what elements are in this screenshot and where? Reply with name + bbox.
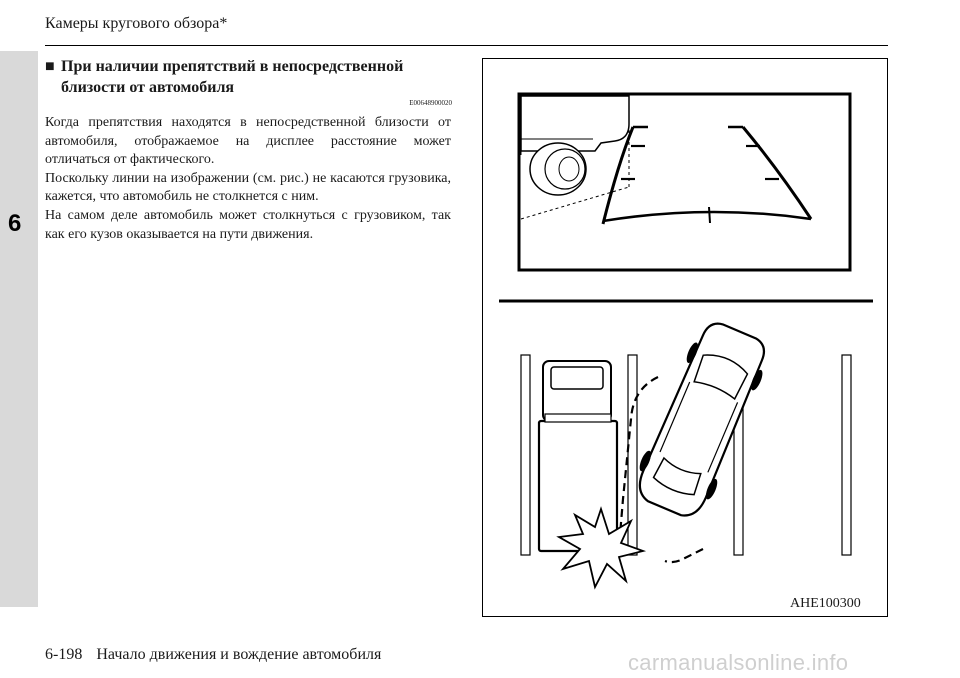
illustration-figure: [482, 58, 888, 617]
chapter-number: 6: [8, 210, 22, 237]
footer-chapter-title: Начало движения и вождение автомобиля: [96, 646, 382, 663]
paragraph-1: Когда препятствия находятся в непосредственной близости от автомобиля, отображаемое на дисплее расстояние может отличаться от фактического.: [45, 115, 451, 168]
chapter-side-tab: [0, 51, 38, 607]
paragraph-2: Поскольку линии на изображении (см. рис.) не касаются грузовика, кажется, что автомобиль не столкнется с ним.: [45, 170, 451, 205]
trajectory-right: [665, 549, 703, 562]
reversing-car: [628, 316, 777, 524]
square-bullet-icon: ■: [45, 58, 55, 75]
body-text: [45, 114, 451, 244]
camera-display: [519, 94, 850, 270]
section-title-line2: близости от автомобиля: [61, 79, 235, 96]
page-number: 6-198: [45, 646, 83, 663]
section-heading: [45, 56, 460, 98]
parking-illustration: [483, 59, 889, 618]
watermark: carmanualsonline.info: [628, 650, 849, 675]
paragraph-3: На самом деле автомобиль может столкнуться с грузовиком, так как его кузов оказывается на пути движения.: [45, 207, 451, 242]
header-rule: [45, 45, 888, 46]
page-footer: [45, 646, 381, 664]
figure-code: AHE100300: [790, 596, 861, 611]
section-title-line1: При наличии препятствий в непосредственной: [61, 58, 404, 75]
running-title: Камеры кругового обзора*: [45, 15, 228, 32]
section-code: E00648900020: [409, 99, 452, 107]
